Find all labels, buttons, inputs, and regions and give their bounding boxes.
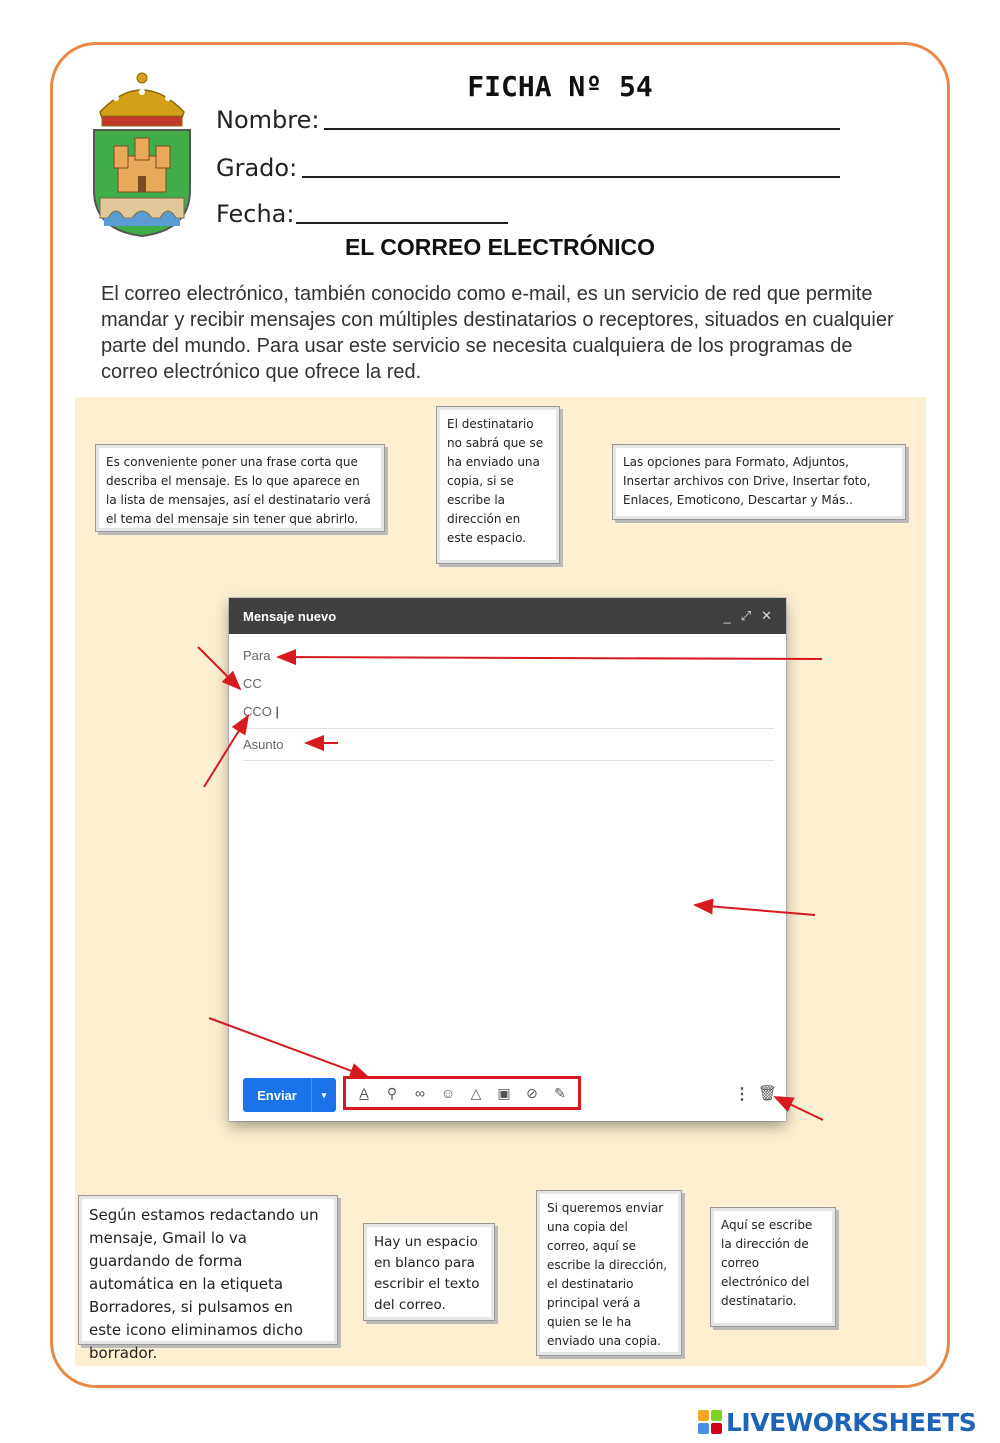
minimize-icon[interactable]: _ — [723, 608, 731, 624]
compose-header — [229, 598, 786, 634]
coat-of-arms-logo — [86, 72, 198, 238]
send-label: Enviar — [257, 1087, 297, 1103]
more-options-icon[interactable]: ⋮ — [734, 1086, 750, 1103]
grade-line — [302, 176, 840, 178]
grade-field[interactable] — [216, 154, 297, 182]
intro-paragraph: El correo electrónico, también conocido como e-mail, es un servicio de red que permite mandar y recibir mensajes con múltiples destinatarios o receptores, situados en cualquier parte del mundo. Para usar este servicio se necesita cualquiera de los programas de correo electrónico que ofrece la red. — [101, 283, 894, 383]
send-button[interactable] — [243, 1078, 336, 1112]
main-heading: EL CORREO ELECTRÓNICO — [344, 234, 656, 260]
liveworksheets-mark-icon — [698, 1410, 722, 1434]
crown-icon — [100, 73, 184, 126]
sheet-title: FICHA Nº 54 — [467, 70, 653, 103]
note-drafts: Según estamos redactando un mensaje, Gmail lo va guardando de forma automática en la etiqueta Borradores, si pulsamos en este icono eliminamos dicho borrador. — [78, 1195, 338, 1345]
trash-icon[interactable]: 🗑 — [758, 1085, 778, 1102]
message-body-area[interactable] — [243, 768, 773, 1068]
signature-icon[interactable]: ✎ — [554, 1084, 566, 1101]
liveworksheets-logo — [698, 1404, 994, 1440]
note-body: Hay un espacio en blanco para escribir el texto del correo. — [363, 1223, 495, 1321]
compose-title: Mensaje nuevo — [243, 608, 337, 624]
expand-icon[interactable]: ⤢ — [740, 608, 752, 623]
date-line — [296, 222, 508, 224]
name-line — [324, 128, 840, 130]
bcc-field[interactable]: CCO | — [243, 704, 279, 719]
bridge-icon — [100, 198, 184, 226]
subject-field[interactable]: Asunto — [243, 737, 284, 752]
divider — [243, 728, 774, 729]
compose-window — [229, 598, 786, 1121]
to-field[interactable]: Para — [243, 648, 271, 663]
date-label: Fecha: — [216, 200, 295, 228]
note-subject: Es conveniente poner una frase corta que describa el mensaje. Es lo que aparece en la lista de mensajes, así el destinatario verá el tema del mensaje sin tener que abrirlo. — [95, 444, 385, 532]
formatting-toolbar — [343, 1076, 581, 1110]
grade-label: Grado: — [216, 154, 298, 182]
note-to: Aquí se escribe la dirección de correo electrónico del destinatario. — [710, 1207, 836, 1327]
attach-icon[interactable]: ⚲ — [386, 1084, 398, 1101]
date-field[interactable] — [216, 200, 294, 228]
note-cc: Si queremos enviar una copia del correo, aquí se escribe la dirección, el destinatario principal verá a quien se le ha enviado una copia. — [536, 1190, 682, 1356]
send-options-icon[interactable]: ▾ — [311, 1078, 336, 1112]
drive-icon[interactable]: △ — [470, 1084, 482, 1101]
name-label: Nombre: — [216, 106, 320, 134]
note-options: Las opciones para Formato, Adjuntos, Insertar archivos con Drive, Insertar foto, Enlaces, Emoticono, Descartar y Más.. — [612, 444, 906, 520]
emoji-icon[interactable]: ☺ — [440, 1085, 456, 1101]
note-bcc: El destinatario no sabrá que se ha enviado una copia, si se escribe la dirección en este espacio. — [436, 406, 560, 564]
photo-icon[interactable]: ▣ — [497, 1084, 511, 1101]
confidential-icon[interactable]: ⊘ — [526, 1084, 538, 1101]
format-text-icon[interactable]: A — [359, 1085, 369, 1101]
name-field[interactable] — [216, 106, 319, 134]
bcc-label: CCO — [243, 704, 272, 719]
castle-icon — [114, 138, 170, 192]
brand-name: LIVEWORKSHEETS — [726, 1407, 977, 1437]
divider — [243, 760, 774, 761]
close-icon[interactable]: ✕ — [761, 608, 772, 623]
cc-field[interactable]: CC — [243, 676, 262, 691]
link-icon[interactable]: ∞ — [415, 1085, 425, 1101]
